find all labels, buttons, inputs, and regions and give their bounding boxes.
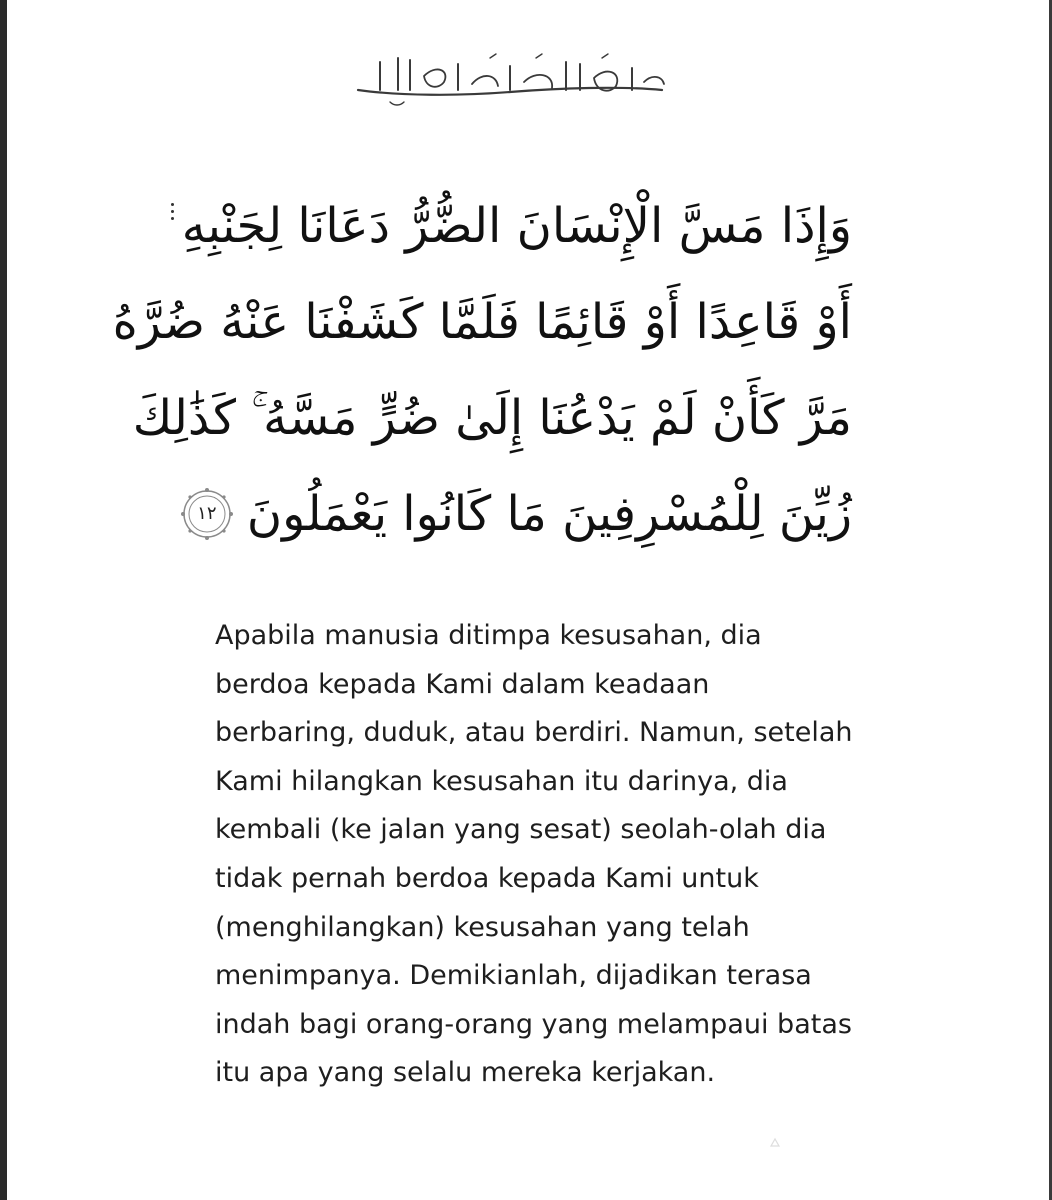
translation-text: Apabila manusia ditimpa kesusahan, dia berdoa kepada Kami dalam keadaan berbaring, duduk, atau berdiri. Namun, setelah Kami hilangkan kesusahan itu darinya, dia kembali (ke jalan yang sesat) seolah-olah dia tidak pernah berdoa kepada Kami untuk (menghilangkan) kesusahan yang telah menimpanya. Demikianlah, dijadikan terasa indah bagi orang-orang yang melampaui batas itu apa yang selalu mereka kerjakan. <box>215 620 853 1089</box>
arabic-line-3: مَرَّ كَأَنْ لَمْ يَدْعُنَا إِلَىٰ ضُرٍّ مَسَّهُ ۚ كَذَٰلِكَ <box>132 390 852 446</box>
arabic-line-1: وَإِذَا مَسَّ الْإِنْسَانَ الضُّرُّ دَعَانَا لِجَنْبِهِ <box>181 198 852 254</box>
window-edge-left <box>0 0 7 1200</box>
more-vertical-icon[interactable] <box>160 196 184 226</box>
ayah-end-marker-icon <box>181 488 233 540</box>
arabic-line-2: أَوْ قَاعِدًا أَوْ قَائِمًا فَلَمَّا كَشَفْنَا عَنْهُ ضُرَّهُ <box>112 294 852 350</box>
menu-dot <box>171 210 174 213</box>
basmala-calligraphy <box>340 46 680 112</box>
ayah-number: ١٢ <box>197 503 217 524</box>
arabic-line-4: زُيِّنَ لِلْمُسْرِفِينَ مَا كَانُوا يَعْمَلُونَ <box>246 486 852 542</box>
basmala-text: بِسْمِ ٱللَّهِ ٱلرَّحْمَٰنِ ٱلرَّحِيمِ <box>504 82 516 83</box>
arabic-line-4-row <box>197 466 852 562</box>
menu-dot <box>171 217 174 220</box>
menu-dot <box>171 203 174 206</box>
watermark-icon <box>768 1136 782 1150</box>
arabic-verse <box>112 178 852 562</box>
